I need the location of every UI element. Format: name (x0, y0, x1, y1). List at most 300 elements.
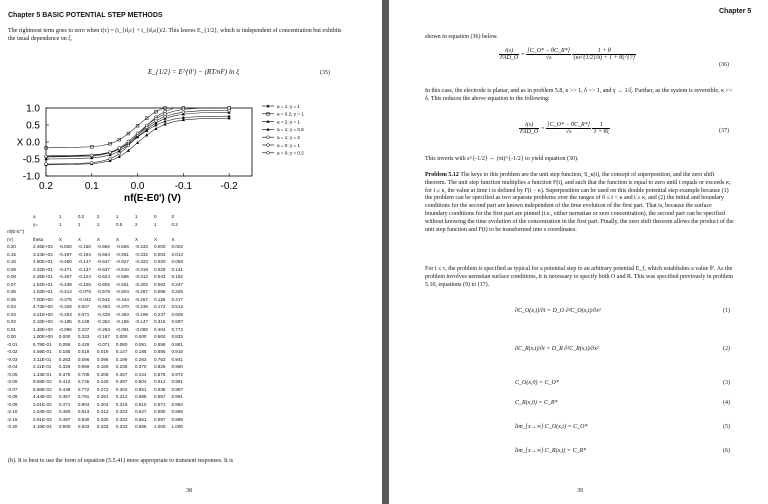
table-cell: 0.457 (58, 394, 71, 400)
table-cell: 0.370 (134, 364, 147, 370)
right-page-number: 39 (577, 488, 583, 494)
table-cell: -0.429 (96, 311, 110, 317)
table-cell: 0.159 (96, 364, 109, 370)
equation-number: (5) (723, 424, 730, 430)
table-cell: 1.000 (153, 424, 166, 430)
table-cell: -0.326 (58, 304, 72, 310)
data-point (45, 155, 48, 158)
equation: C_R(x,0) = C_R* (515, 400, 558, 406)
table-cell: -0.05 (7, 371, 18, 377)
equation: lim_{x→∞} C_R(x,t) = C_R* (515, 448, 587, 454)
table-cell: 1 (58, 214, 62, 220)
table-cell: 0.987 (171, 386, 183, 392)
table-cell (4, 213, 30, 221)
table-cell: -0.664 (96, 251, 110, 257)
table-cell: 0.237 (77, 326, 90, 332)
table-cell: 0.994 (171, 401, 183, 407)
left-page-header: Chapter 5 BASIC POTENTIAL STEP METHODS (8, 12, 163, 19)
equation: ∂C_O(x,t)/∂t = D_O ∂²C_O(x,t)/∂x² (515, 308, 601, 314)
table-cell: a (33, 214, 36, 220)
table-cell: 0.763 (153, 356, 166, 362)
table-cell: 0.912 (153, 379, 166, 385)
table-row (4, 423, 192, 431)
table-cell: 2.11E-01 (33, 364, 52, 370)
table-cell: 0.412 (58, 379, 71, 385)
x-tick-label: -0.1 (174, 181, 192, 192)
table-cell: 0.429 (77, 341, 90, 347)
table-row (4, 333, 192, 341)
table-cell: -0.186 (115, 319, 129, 325)
data-point (145, 134, 148, 137)
table-cell: -0.627 (115, 259, 129, 265)
paragraph-3: For t ≤ τ, the problem is specified as typical for a potential step to an arbitrary potential E_f, which establishes a value θ'. As the problem involves nernstian surface conditions, it is necessary to specify both O and R. This was specified previously in problem 5.10, equations (9) to (17). (425, 266, 733, 288)
equation-number: (6) (723, 448, 730, 454)
table-cell: 6.78E-01 (33, 341, 52, 347)
problem-title: Problem 5.12 (425, 172, 459, 178)
right-page-header: Chapter 5 (719, 8, 752, 15)
table-cell: 0.585 (134, 394, 147, 400)
table-cell: 3.11E-01 (33, 356, 52, 362)
eq36-right-num: 1 + θ (572, 48, 636, 55)
table-row (4, 273, 192, 281)
table-cell: 0.497 (58, 416, 71, 422)
table-cell: 0.245 (96, 379, 109, 385)
table-cell: 0.610 (134, 401, 147, 407)
table-cell: 0.981 (171, 379, 183, 385)
table-row (4, 341, 192, 349)
table-cell: -0.185 (58, 319, 72, 325)
table-cell: 0.315 (153, 319, 166, 325)
table-cell: 0.096 (96, 356, 109, 362)
table-cell: 0.096 (58, 341, 71, 347)
table-cell: 0.833 (77, 424, 90, 430)
table-cell: 0.2 (171, 221, 178, 227)
data-point (164, 113, 167, 116)
table-cell: 0.333 (115, 424, 128, 430)
equation-number: (3) (723, 380, 730, 386)
table-cell: X (153, 236, 158, 242)
table-cell: 0.185 (58, 349, 71, 355)
param-row (4, 221, 192, 229)
table-cell: 0.236 (115, 364, 128, 370)
y-tick-label: -1.0 (22, 171, 40, 183)
table-cell: 0.332 (115, 416, 128, 422)
table-cell: 0.09 (7, 266, 16, 272)
table-cell: nf(E-E°') (7, 229, 25, 235)
table-cell: 7.00E+00 (33, 296, 53, 302)
table-cell: 0.263 (58, 356, 71, 362)
chart (0, 98, 382, 206)
table-row (4, 386, 192, 394)
table-cell: -0.15 (7, 416, 18, 422)
paragraph-1: In this case, the electrode is planar, and as in problem 5.8, κ >> 1, δ >> 1, and γ → 1/ξ. Further, as the system is reversible, κ >> δ. This reduces the above equation to the following: (425, 88, 733, 102)
eq36-right-den: (κs^{1/2}/δ) + 1 + θξ^{?} (573, 55, 636, 61)
table-cell: -0.444 (115, 296, 129, 302)
header-row-1 (4, 228, 192, 236)
table-cell: 0.000 (115, 334, 128, 340)
table-cell: -0.471 (58, 266, 72, 272)
table-cell: 0.125 (153, 296, 166, 302)
chart-series (44, 107, 230, 166)
table-cell: 0.00 (7, 334, 16, 340)
table-cell: -0.263 (58, 311, 72, 317)
intro-paragraph: The rightmost term goes to zero when i(τ) = (i_{d,c} + i_{d,a})/2. This leaves E_{1/2}, which is independent of concentration but exhibits the usual dependence on ξ. (8, 28, 342, 42)
table-cell: 1.00E+00 (33, 334, 53, 340)
table-cell: -0.457 (58, 274, 72, 280)
eq37-mid-num: [C_O* − θC_R*] (547, 122, 590, 128)
table-cell: 0.000 (153, 244, 166, 250)
table-cell: -0.661 (115, 251, 129, 257)
legend (262, 104, 304, 156)
equation-number-36: (36) (719, 62, 729, 68)
x-tick-label: 0.1 (84, 181, 99, 192)
table-cell: 0.596 (77, 356, 90, 362)
table-row (4, 326, 192, 334)
legend-label: a = 1; γ = 2 (277, 135, 300, 140)
table-cell: -0.267 (134, 296, 148, 302)
table-cell: X (134, 236, 139, 242)
table-cell: -0.042 (77, 296, 91, 302)
table-cell: 0.208 (96, 371, 109, 377)
table-row (4, 356, 192, 364)
table-cell: 0.029 (153, 266, 166, 272)
table-cell (186, 213, 192, 221)
table-cell: 0.500 (153, 334, 166, 340)
y-tick-label: 1.0 (26, 103, 40, 115)
table-cell: 0.745 (77, 379, 90, 385)
problem-5-12 (425, 172, 735, 234)
table-cell: 0.287 (115, 379, 128, 385)
eq36-mid-den: √s (545, 55, 552, 61)
table-cell: theta (33, 236, 44, 242)
table-cell: -0.352 (96, 319, 110, 325)
table-cell: 2.04E-02 (33, 409, 52, 415)
x-tick-label: -0.2 (220, 181, 238, 192)
table-cell: -0.10 (7, 409, 18, 415)
table-cell: 0.519 (77, 349, 90, 355)
table-cell: -0.147 (77, 259, 91, 265)
equation: C_O(x,0) = C_O* (515, 380, 559, 386)
table-cell: 0.091 (134, 341, 147, 347)
eq37-right-num: 1 (592, 122, 610, 129)
table-cell: 0.941 (171, 356, 183, 362)
table-cell: -0.263 (96, 326, 110, 332)
table-cell: 3.43E+02 (33, 251, 53, 257)
table-cell: -0.504 (115, 289, 129, 295)
equation-number: (4) (723, 400, 730, 406)
table-cell: X (58, 236, 62, 242)
table-cell: 0.08 (7, 274, 16, 280)
table-cell: 0.020 (153, 259, 166, 265)
equation-number-35: (35) (320, 70, 330, 76)
table-cell: -0.091 (115, 326, 129, 332)
table-row (4, 258, 192, 266)
table-cell: -0.287 (134, 289, 148, 295)
table-cell: 1.43E-01 (33, 371, 52, 377)
table-row (4, 296, 192, 304)
table-cell: -0.370 (115, 304, 129, 310)
table-cell: -0.637 (96, 266, 110, 272)
table-cell: 4.16E-04 (33, 424, 52, 430)
table-cell: 0.2 (77, 214, 85, 220)
table-cell: -0.319 (134, 266, 148, 272)
table-cell: 1 (77, 221, 81, 227)
table-cell: 0.326 (58, 364, 71, 370)
table-cell: 0.131 (171, 266, 183, 272)
data-point (228, 107, 231, 110)
table-cell: 0.666 (134, 424, 147, 430)
table-cell: 0.957 (153, 394, 166, 400)
y-tick-label: -0.5 (22, 154, 40, 166)
table-cell: -0.147 (134, 319, 148, 325)
table-cell: X (96, 236, 100, 242)
table-cell: -0.283 (115, 311, 129, 317)
problem-text: The keys to this problem are the unit step function, S_κ(t), the concept of superposition, and the zero shift theorem. The unit step function multiplies a function F(t), and such that the function is equal to zero until t equals or exceeds κ; for t ≥ κ, the value at time t is defined by F(t − κ). Superposition can be used on this double potential step example because (1) the problem can be specified as two separate problems over the ranges of 0 ≤ t < κ and t ≥ κ, and (2) the initial and boundary conditions for the second part are known independent of the time evolution of the first part. That is, because the surface boundary conditions for the first part are pinned (i.e., either nernstian or zero concentration), the second part can be specified without knowing the time evolution of the concentration in the first part. Finally, the zero shift theorem allows the product of the unit step function and F(t) to be transformed into s coordinates. (425, 172, 734, 233)
table-cell: -0.096 (58, 326, 72, 332)
table-cell: 0.830 (77, 416, 90, 422)
table-cell: 0.960 (171, 364, 183, 370)
table-cell: 0.991 (171, 394, 183, 400)
table-cell: 0.148 (77, 319, 90, 325)
table-row (4, 243, 192, 251)
table-row (4, 281, 192, 289)
table-cell: 0.333 (96, 424, 109, 430)
table-cell: 0.15 (7, 251, 16, 257)
table-cell: -0.164 (77, 251, 91, 257)
equation-number-37: (37) (719, 128, 729, 134)
data-point (182, 108, 185, 111)
table-cell: 0.185 (134, 349, 147, 355)
data-point (118, 146, 121, 149)
data-point (127, 140, 130, 143)
table-cell: -0.137 (77, 266, 91, 272)
table-cell: 0.997 (153, 416, 166, 422)
table-cell: 1 (58, 221, 62, 227)
table-cell: 0.071 (77, 311, 90, 317)
table-cell: -0.578 (96, 289, 110, 295)
paragraph-2: This inverts with s^{-1/2} ⇔ (πt)^{-1/2} to yield equation (30). (425, 156, 579, 162)
data-point (90, 154, 93, 157)
table-cell: -0.124 (77, 274, 91, 280)
table-cell: -0.199 (134, 311, 148, 317)
table-cell: 0.000 (134, 334, 147, 340)
table-cell: 6.56E-02 (33, 386, 52, 392)
table-cell: 0.826 (153, 364, 166, 370)
table-cell: 0.093 (171, 259, 183, 265)
table-cell: 0.404 (153, 326, 166, 332)
table-cell: 0.772 (77, 386, 90, 392)
table-cell: 1.52E+01 (33, 281, 53, 287)
table-cell: 0.313 (96, 409, 109, 415)
left-page-number: 38 (186, 488, 192, 494)
table-cell: -0.080 (134, 326, 148, 332)
table-cell: 2.25E+01 (33, 274, 53, 280)
table-cell: -0.542 (96, 296, 110, 302)
table-cell: 0.312 (115, 394, 128, 400)
table-cell: 0.697 (171, 319, 183, 325)
table-cell: 1 (96, 221, 100, 227)
equation: ∂C_R(x,t)/∂t = D_R ∂²C_R(x,t)/∂x² (515, 346, 599, 352)
table-cell: 0.500 (58, 424, 71, 430)
table-cell: 0.833 (171, 334, 183, 340)
table-cell: 0.326 (171, 289, 183, 295)
table-row (4, 416, 192, 424)
equation-35: E_{1/2} = E^{0'} − (RT/nF) ln ξ (148, 68, 240, 76)
table-cell: 3.21E+00 (33, 311, 53, 317)
table-cell: 0.237 (153, 311, 166, 317)
table-cell: 0.708 (77, 371, 90, 377)
table-cell: 0.080 (115, 341, 128, 347)
table-cell: 2.91E-03 (33, 416, 52, 422)
equation: lim_{x→∞} C_O(x,t) = C_O* (515, 424, 588, 430)
table-cell: 2.46E+03 (33, 244, 53, 250)
table-cell: -0.551 (115, 281, 129, 287)
table-cell: 0.002 (171, 244, 183, 250)
table-cell: -0.333 (134, 244, 148, 250)
table-cell (4, 221, 30, 229)
table-cell: 0 (171, 214, 175, 220)
eq37-mid-den: √s (565, 129, 572, 135)
table-cell: -0.09 (7, 401, 18, 407)
legend-label: a = 0; γ = 1 (277, 142, 300, 148)
table-cell: -0.167 (96, 334, 110, 340)
eq36-mid-num: [C_O* − θC_R*] (527, 48, 570, 54)
table-cell: -0.20 (7, 424, 18, 430)
table-cell: (V) (7, 236, 14, 242)
table-cell: 0.375 (58, 371, 71, 377)
table-cell: -0.500 (58, 244, 72, 250)
table-cell: 0.685 (153, 349, 166, 355)
table-row (4, 378, 192, 386)
table-cell: 2 (96, 214, 100, 220)
table-cell: X (77, 236, 81, 242)
table-cell: 9.68E-02 (33, 379, 52, 385)
table-cell: -0.647 (96, 259, 110, 265)
table-cell: -0.412 (58, 289, 72, 295)
table-cell: 0.03 (7, 311, 16, 317)
table-cell: -0.01 (7, 341, 18, 347)
table-cell: 0.609 (171, 311, 183, 317)
table-cell: 0.881 (171, 341, 183, 347)
table-cell: X (115, 236, 119, 242)
table-cell: 0.014 (171, 251, 183, 257)
table-cell: -0.08 (7, 394, 18, 400)
table-cell: 0.304 (96, 401, 109, 407)
table-cell: 0.247 (171, 281, 183, 287)
table-cell: 0.980 (153, 409, 166, 415)
table-cell: -0.236 (134, 304, 148, 310)
y-tick-label: X 0.0 (16, 137, 40, 149)
legend-label: a = 2; γ = 1 (277, 119, 300, 125)
param-row (4, 213, 192, 221)
table-cell: 0.07 (7, 281, 16, 287)
table-cell: -0.02 (7, 349, 18, 355)
table-cell: 0.875 (153, 371, 166, 377)
table-cell: 1 (115, 214, 119, 220)
table-cell: 0 (153, 214, 157, 220)
table-cell: 0.471 (58, 401, 71, 407)
table-cell: 0.596 (153, 341, 166, 347)
table-cell: 0.996 (171, 409, 183, 415)
table-cell: -0.666 (115, 244, 129, 250)
table-cell: 4.74E+00 (33, 304, 53, 310)
table-cell: X (171, 236, 175, 242)
table-cell: -0.07 (7, 386, 18, 392)
table-cell: 0.04 (7, 304, 16, 310)
table-cell: 0.147 (115, 349, 128, 355)
equation-number: (2) (723, 346, 730, 352)
eq37-right-den: 1 + θξ (593, 129, 610, 135)
table-cell: 0.267 (115, 371, 128, 377)
table-row (4, 266, 192, 274)
table-cell: 0.291 (96, 394, 109, 400)
table-row (4, 408, 192, 416)
table-cell: 1 (134, 214, 138, 220)
table-cell: 2.18E+00 (33, 319, 53, 325)
footer-note: (b). It is best to use the form of equation (5.5.41) more appropriate to transient responses. It is (8, 458, 234, 464)
table-cell: 0.272 (96, 386, 109, 392)
data-point (154, 117, 157, 120)
table-cell: 0.302 (115, 386, 128, 392)
x-tick-label: 0.0 (130, 181, 145, 192)
table-cell: -0.610 (115, 266, 129, 272)
table-cell: 0.319 (115, 401, 128, 407)
table-cell: 0.333 (77, 334, 90, 340)
table-cell: -0.312 (134, 274, 148, 280)
table-cell: 4.90E+01 (33, 259, 53, 265)
table-cell: -0.375 (58, 296, 72, 302)
left-page (0, 0, 382, 504)
x-tick-label: 0.2 (39, 181, 53, 192)
table-row (4, 318, 192, 326)
table-row (4, 303, 192, 311)
table-cell: 0.003 (153, 251, 166, 257)
equation-37: $\frac{i(s)}{\text{FAD\_O}}$ = $\frac{[C\_O* - \theta C\_R*]}{√s}$ $\frac{1}{1 + \theta\xi}$ (520, 122, 610, 135)
x-axis-title: nf(E-E0') (V) (124, 193, 181, 204)
table-cell: 0.283 (134, 356, 147, 362)
eq36-lhs-den: FAD_O (500, 55, 519, 61)
table-cell: 0.000 (58, 334, 71, 340)
table-cell: 0.019 (96, 349, 109, 355)
data-point (109, 151, 112, 154)
table-cell: 0.417 (171, 296, 183, 302)
table-cell: 0.972 (171, 371, 183, 377)
table-cell: 3.01E-02 (33, 401, 52, 407)
table-cell: -0.493 (96, 304, 110, 310)
table-cell: 0.480 (58, 409, 71, 415)
table-cell: 1 (153, 221, 157, 227)
data-point (145, 124, 148, 127)
table-cell: 0.659 (77, 364, 90, 370)
table-cell: 0.01 (7, 326, 16, 332)
table-cell: -0.605 (96, 281, 110, 287)
header-row-2 (4, 236, 192, 244)
legend-marker (267, 136, 270, 139)
data-point (118, 155, 121, 158)
table-row (4, 251, 192, 259)
table-cell: 0.513 (171, 304, 183, 310)
data-table (4, 213, 192, 431)
eq37-lhs-den: FAD_O (520, 129, 539, 135)
table-cell: 0.504 (134, 379, 147, 385)
table-cell: 0.05 (7, 296, 16, 302)
equation-number: (1) (723, 308, 730, 314)
table-cell: -0.105 (77, 281, 91, 287)
table-cell: -0.03 (7, 356, 18, 362)
table-cell: 0.182 (171, 274, 183, 280)
table-row (4, 288, 192, 296)
table-cell: 0.062 (153, 281, 166, 287)
